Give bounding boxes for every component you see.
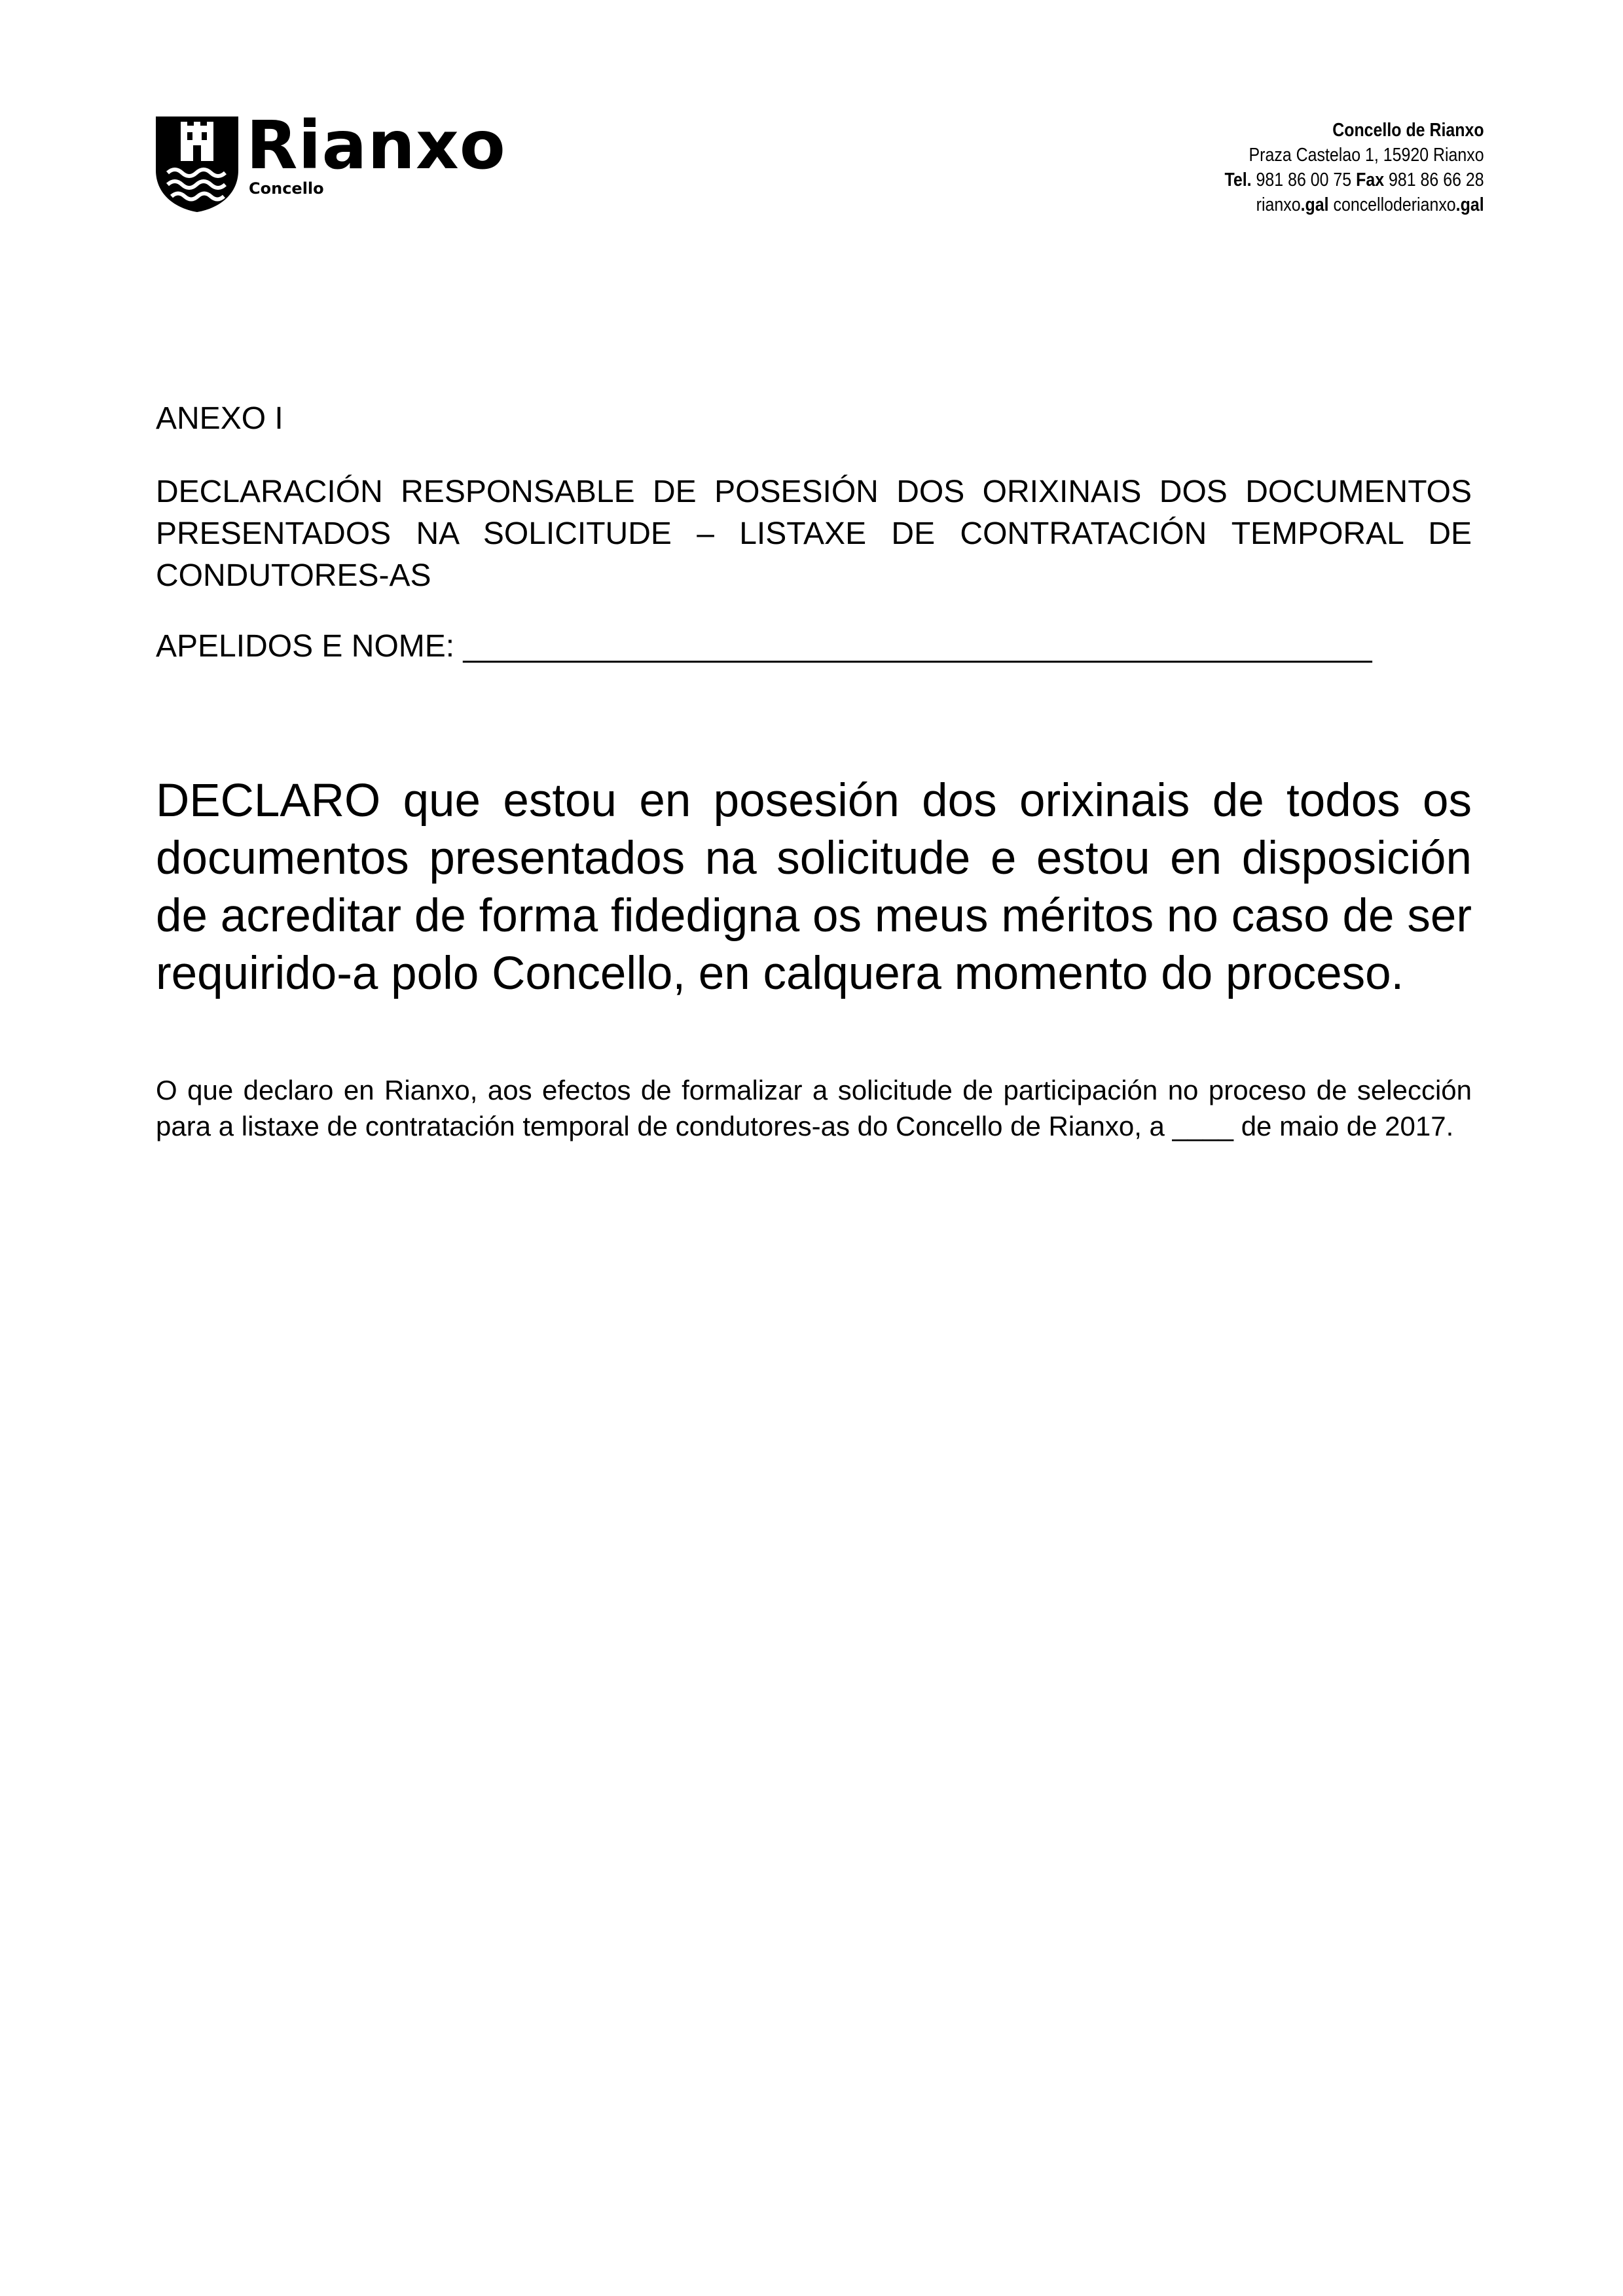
address: Praza Castelao 1, 15920 Rianxo <box>1249 145 1484 166</box>
castle-waves-shield-icon <box>156 117 238 212</box>
tel-label: Tel. <box>1224 170 1252 190</box>
fax-label: Fax <box>1356 170 1385 190</box>
web-line <box>1225 192 1484 217</box>
tel-value: 981 86 00 75 <box>1256 170 1352 190</box>
contact-block <box>1225 118 1484 217</box>
org-name: Concello de Rianxo <box>1332 120 1484 141</box>
fax-value: 981 86 66 28 <box>1389 170 1484 190</box>
declaration-title: DECLARACIÓN RESPONSABLE DE POSESIÓN DOS ORIXINAIS DOS DOCUMENTOS PRESENTADOS NA SOLICITUDE – LISTAXE DE CONTRATACIÓN TEMPORAL DE CONDUTORES-AS <box>156 475 1472 593</box>
web-link-2[interactable]: concelloderianxo.gal <box>1333 194 1484 215</box>
declaration-statement: DECLARO que estou en posesión dos orixinais de todos os documentos presentados na solicitude e estou en disposición de acreditar de forma fidedigna os meus méritos no caso de ser requirido-a polo Concello, en calquera momento do proceso. <box>156 775 1472 999</box>
logo-wordmark: Rianxo <box>246 107 506 185</box>
web-link[interactable]: rianxo.gal <box>1256 194 1329 215</box>
logo-subtitle: Concello <box>249 179 324 198</box>
name-field: APELIDOS E NOME: ____________________________________________________ <box>156 629 1372 664</box>
phone-fax-line <box>1225 168 1484 192</box>
annex-heading: ANEXO I <box>156 401 283 436</box>
concello-logo <box>156 107 522 215</box>
closing-paragraph: O que declaro en Rianxo, aos efectos de formalizar a solicitude de participación no proceso de selección para a listaxe de contratación temporal de condutores-as do Concello de Rianxo, a ____ de maio de 2017. <box>156 1075 1472 1141</box>
